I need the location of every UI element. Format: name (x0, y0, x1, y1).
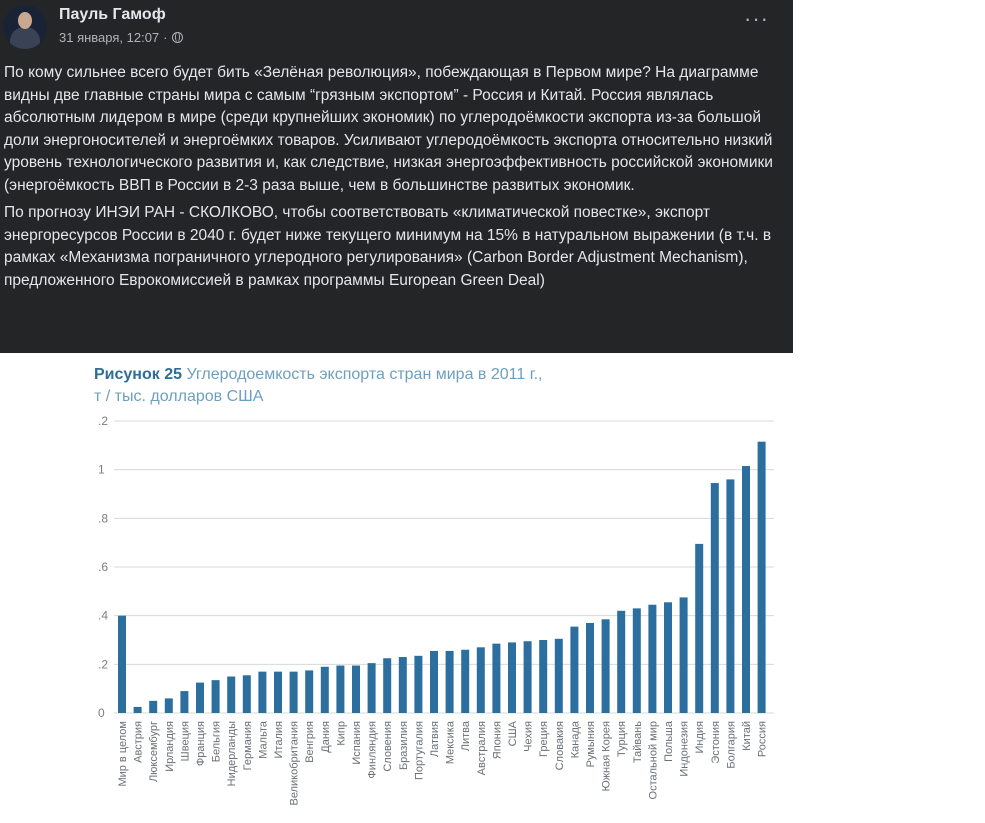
bar (165, 698, 173, 713)
x-tick-label: Канада (569, 721, 582, 759)
x-tick-label: Латвия (429, 721, 441, 758)
y-tick-label: .4 (98, 608, 109, 623)
x-tick-label: Турция (616, 721, 629, 757)
bar (134, 707, 142, 713)
bar (399, 657, 407, 713)
bar (602, 619, 610, 713)
x-tick-label: Мир в целом (117, 721, 129, 787)
bar (539, 640, 547, 713)
x-tick-label: США (507, 721, 519, 747)
x-tick-label: Австралия (475, 721, 488, 776)
bar (149, 701, 157, 713)
x-tick-label: Литва (460, 721, 473, 752)
x-tick-label: Словакия (553, 721, 566, 771)
x-tick-label: Великобритания (288, 721, 301, 806)
bar (243, 675, 251, 713)
avatar-suit (10, 27, 40, 49)
bar (383, 658, 391, 713)
post-paragraph: По кому сильнее всего будет бить «Зелёная революция», побеждающая в Первом мире? На диаграмме видны две главные страны мира с самым “грязным экспортом” - Россия и Китай. Россия являлась абсолютным лидером в мире (среди крупнейших экономик) по углеродоёмкости экспорта из-за большой доли энергоносителей и энергоёмких товаров. Усиливают углеродоёмкость экспорта относительно низкий уровень технологического развития и, как следствие, низкая энергоэффективность российской экономики (энергоёмкость ВВП в России в 2-3 раза выше, чем в большинстве развитых экономик. (4, 64, 773, 194)
x-tick-label: Польша (663, 721, 675, 762)
bar (648, 605, 656, 713)
bar (368, 663, 376, 713)
bar (570, 627, 578, 713)
x-tick-label: Кипр (335, 721, 348, 746)
y-tick-label: 1 (98, 462, 105, 477)
bar (196, 683, 204, 713)
bar (555, 639, 563, 713)
bar (695, 544, 703, 713)
x-tick-label: Япония (491, 721, 504, 760)
x-tick-label: Китай (741, 721, 753, 751)
x-tick-label: Мексика (444, 721, 457, 765)
y-tick-label: .6 (98, 560, 109, 574)
x-tick-label: Дания (319, 721, 332, 753)
bar (321, 667, 329, 713)
bar (477, 647, 485, 713)
bar (633, 608, 641, 713)
x-tick-label: Тайвань (631, 721, 644, 764)
x-tick-label: Италия (273, 721, 285, 759)
x-tick-label: Россия (756, 721, 769, 758)
chart-title-prefix: Рисунок 25 (94, 366, 182, 383)
chart-image[interactable] (84, 356, 784, 823)
x-tick-label: Болгария (725, 721, 738, 769)
x-tick-label: Франция (195, 721, 207, 767)
x-tick-label: Румыния (585, 721, 597, 768)
avatar[interactable] (3, 5, 47, 49)
x-tick-label: Швеция (179, 721, 192, 762)
bar (742, 466, 750, 713)
bar (617, 611, 625, 713)
y-tick-label: .2 (98, 657, 109, 672)
x-tick-label: Индонезия (678, 721, 691, 777)
bar (524, 641, 532, 713)
post-text (4, 62, 784, 297)
more-icon[interactable]: ··· (744, 6, 769, 31)
x-tick-label: Люксембург (148, 721, 161, 783)
chart-subtitle: т / тыс. долларов США (94, 388, 264, 405)
bar (414, 656, 422, 713)
x-tick-label: Словения (382, 721, 395, 772)
bar (680, 597, 688, 713)
post-paragraph: По прогнозу ИНЭИ РАН - СКОЛКОВО, чтобы соответствовать «климатической повестке», экспорт энергоресурсов России в 2040 г. будет ниже текущего минимум на 15% в натуральном выражении (в т.ч. в рамках «Механизма пограничного углеродного регулирования» (Carbon Border Adjustment Mechanism), предложенного Еврокомиссией в рамках программы European Green Deal) (4, 204, 772, 289)
x-tick-label: Бразилия (397, 721, 410, 771)
bar (290, 672, 298, 713)
bar (227, 677, 235, 714)
bar (446, 651, 454, 713)
bar (711, 483, 719, 713)
x-tick-label: Испания (351, 721, 363, 765)
x-tick-label: Австрия (132, 721, 145, 763)
bar-chart (84, 356, 784, 823)
x-tick-label: Греция (538, 721, 551, 757)
bar (274, 672, 282, 713)
bar (586, 623, 594, 713)
bar (461, 650, 469, 713)
post-timestamp[interactable]: 31 января, 12:07 (59, 30, 160, 45)
x-tick-label: Венгрия (304, 721, 317, 763)
author-name[interactable]: Пауль Гамоф (59, 6, 166, 23)
bar (508, 642, 516, 713)
post-meta (59, 30, 183, 45)
bar (305, 670, 313, 713)
bar (726, 479, 734, 713)
x-tick-label: Чехия (522, 721, 535, 752)
bar (212, 680, 220, 713)
bar (430, 651, 438, 713)
x-tick-label: Мальта (257, 721, 270, 759)
bar (118, 616, 126, 713)
x-tick-label: Ирландия (163, 721, 176, 772)
x-tick-label: Германия (241, 721, 254, 771)
x-tick-label: Эстония (709, 721, 722, 764)
meta-separator: · (163, 30, 168, 45)
x-tick-label: Индия (694, 721, 707, 754)
y-tick-label: 0 (98, 706, 105, 720)
x-tick-label: Нидерланды (226, 721, 239, 787)
y-tick-label: .2 (98, 414, 109, 428)
avatar-face (18, 12, 32, 29)
bar (258, 672, 266, 713)
x-tick-label: Остальной мир (647, 721, 660, 800)
bar (336, 666, 344, 713)
bar (180, 691, 188, 713)
y-tick-label: .8 (98, 511, 109, 526)
bar (664, 602, 672, 713)
chart-title-text: Углеродоемкость экспорта стран мира в 2011 г., (186, 366, 543, 383)
globe-icon (172, 32, 183, 43)
x-tick-label: Финляндия (366, 721, 379, 779)
bar (492, 644, 500, 713)
x-tick-label: Южная Корея (600, 721, 613, 792)
bar (758, 442, 766, 713)
x-tick-label: Бельгия (210, 721, 223, 763)
x-tick-label: Португалия (413, 721, 426, 780)
bar (352, 666, 360, 713)
facebook-post (0, 0, 793, 353)
